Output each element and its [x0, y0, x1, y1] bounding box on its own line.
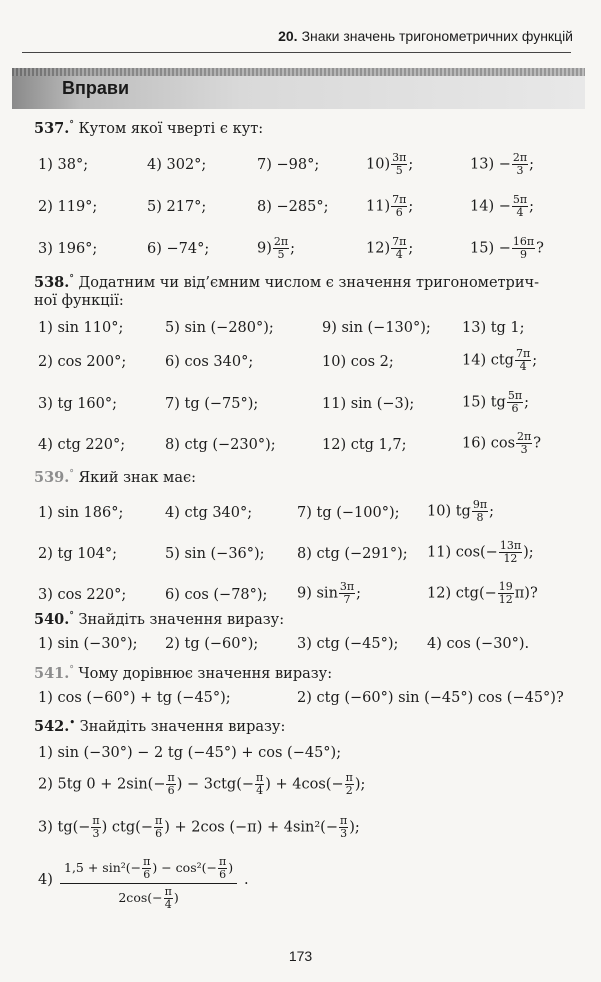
problem-539-text: Який знак має: — [78, 470, 196, 486]
problem-541-heading: 541.° Чому дорівнює значення виразу: — [34, 665, 333, 682]
list-item: 2) tg (−60°); — [165, 636, 259, 652]
page-number: 173 — [288, 948, 313, 964]
problem-538-text: Додатним чи від’ємним числом є значення тригонометрич- — [78, 275, 539, 291]
expression-2: 2) 5tg 0 + 2sin(− $\frac{\pi}{6}$ ) − 3ctg(− $\frac{\pi}{4}$ ) + 4cos(− $\frac{\pi}{2}$ ); — [38, 771, 366, 797]
list-item: 15) − $\frac{16\pi}{9}$ ? — [470, 235, 544, 261]
problem-538-text-cont: ної функції: — [34, 293, 124, 309]
list-item: 13) − $\frac{2\pi}{3}$ ; — [470, 151, 534, 177]
problem-539-heading: 539.° Який знак має: — [34, 469, 196, 486]
list-item: 4) 302°; — [147, 157, 207, 173]
list-item: 1) 38°; — [38, 157, 89, 173]
list-item: 8) ctg (−291°); — [297, 546, 408, 562]
list-item: 3) 196°; — [38, 241, 98, 257]
expression-4-fraction — [60, 856, 237, 911]
list-item: 9) $\frac{2\pi}{5}$ ; — [257, 235, 296, 261]
list-item: 15) tg $\frac{5\pi}{6}$ ; — [462, 389, 529, 415]
list-item: 13) tg 1; — [462, 320, 525, 336]
list-item: 8) ctg (−230°); — [165, 437, 276, 453]
list-item: 6) cos (−78°); — [165, 587, 268, 603]
list-item: 10) cos 2; — [322, 354, 394, 370]
list-item: 3) tg 160°; — [38, 396, 118, 412]
list-item: 9) sin $\frac{3\pi}{7}$ ; — [297, 580, 362, 606]
list-item: 16) cos $\frac{2\pi}{3}$ ? — [462, 430, 542, 456]
section-title: Вправи — [62, 78, 130, 98]
list-item: 10) tg $\frac{9\pi}{8}$ ; — [427, 498, 494, 524]
list-item: 11) $\frac{7\pi}{6}$ ; — [366, 193, 414, 219]
list-item: 1) sin 110°; — [38, 320, 124, 336]
list-item: 2) ctg (−60°) sin (−45°) cos (−45°)? — [297, 690, 564, 706]
chapter-title: Знаки значень тригонометричних функцій — [301, 28, 573, 44]
list-item: 3) cos 220°; — [38, 587, 127, 603]
list-item: 7) tg (−100°); — [297, 505, 400, 521]
list-item: 12) ctg(− $\frac{19}{12}$ π)? — [427, 580, 538, 606]
expression-4-period: . — [244, 872, 249, 888]
list-item: 3) ctg (−45°); — [297, 636, 399, 652]
list-item: 5) 217°; — [147, 199, 207, 215]
list-item: 7) −98°; — [257, 157, 320, 173]
list-item: 5) sin (−36°); — [165, 546, 265, 562]
problem-542-heading: 542.• Знайдіть значення виразу: — [34, 718, 286, 735]
list-item: 14) − $\frac{5\pi}{4}$ ; — [470, 193, 534, 219]
list-item: 11) sin (−3); — [322, 396, 415, 412]
expression-4-numerator: 1,5 + sin²(− $\frac{\pi}{6}$ ) − cos²(− $\frac{\pi}{6}$ ) — [60, 856, 237, 884]
list-item: 7) tg (−75°); — [165, 396, 259, 412]
expression-1: 1) sin (−30°) − 2 tg (−45°) + cos (−45°); — [38, 745, 342, 761]
list-item: 6) cos 340°; — [165, 354, 254, 370]
list-item: 12) ctg 1,7; — [322, 437, 407, 453]
list-item: 11) cos(− $\frac{13\pi}{12}$ ); — [427, 539, 534, 565]
list-item: 1) cos (−60°) + tg (−45°); — [38, 690, 231, 706]
expression-4-denominator: 2cos(− $\frac{\pi}{4}$ ) — [118, 885, 179, 911]
running-header — [278, 28, 573, 44]
list-item: 2) 119°; — [38, 199, 98, 215]
list-item: 4) cos (−30°). — [427, 636, 530, 652]
problem-537-heading: 537.° Кутом якої чверті є кут: — [34, 120, 264, 137]
list-item: 4) ctg 340°; — [165, 505, 253, 521]
problem-537-text: Кутом якої чверті є кут: — [78, 121, 264, 137]
header-rule — [22, 52, 571, 53]
problem-540-heading: 540.° Знайдіть значення виразу: — [34, 611, 285, 628]
problem-538-heading: 538.° Додатним чи від’ємним числом є значення тригонометрич- — [34, 274, 539, 291]
section-banner — [12, 68, 585, 109]
chapter-number: 20. — [278, 28, 298, 44]
list-item: 10) $\frac{3\pi}{5}$ ; — [366, 151, 414, 177]
list-item: 1) sin 186°; — [38, 505, 124, 521]
list-item: 5) sin (−280°); — [165, 320, 274, 336]
problem-540-text: Знайдіть значення виразу: — [78, 612, 285, 628]
banner-stripe — [12, 68, 585, 76]
list-item: 9) sin (−130°); — [322, 320, 431, 336]
list-item: 8) −285°; — [257, 199, 329, 215]
list-item: 14) ctg $\frac{7\pi}{4}$ ; — [462, 347, 538, 373]
list-item: 2) tg 104°; — [38, 546, 118, 562]
expression-3: 3) tg(− $\frac{\pi}{3}$ ) ctg(− $\frac{\pi}{6}$ ) + 2cos (−π) + 4sin²(− $\frac{\pi}{3}$ ); — [38, 814, 360, 840]
problem-541-text: Чому дорівнює значення виразу: — [78, 666, 333, 682]
list-item: 4) ctg 220°; — [38, 437, 126, 453]
list-item: 1) sin (−30°); — [38, 636, 138, 652]
list-item: 6) −74°; — [147, 241, 210, 257]
list-item: 2) cos 200°; — [38, 354, 127, 370]
list-item: 12) $\frac{7\pi}{4}$ ; — [366, 235, 414, 261]
problem-542-text: Знайдіть значення виразу: — [79, 719, 286, 735]
expression-4: 4) — [38, 872, 53, 888]
